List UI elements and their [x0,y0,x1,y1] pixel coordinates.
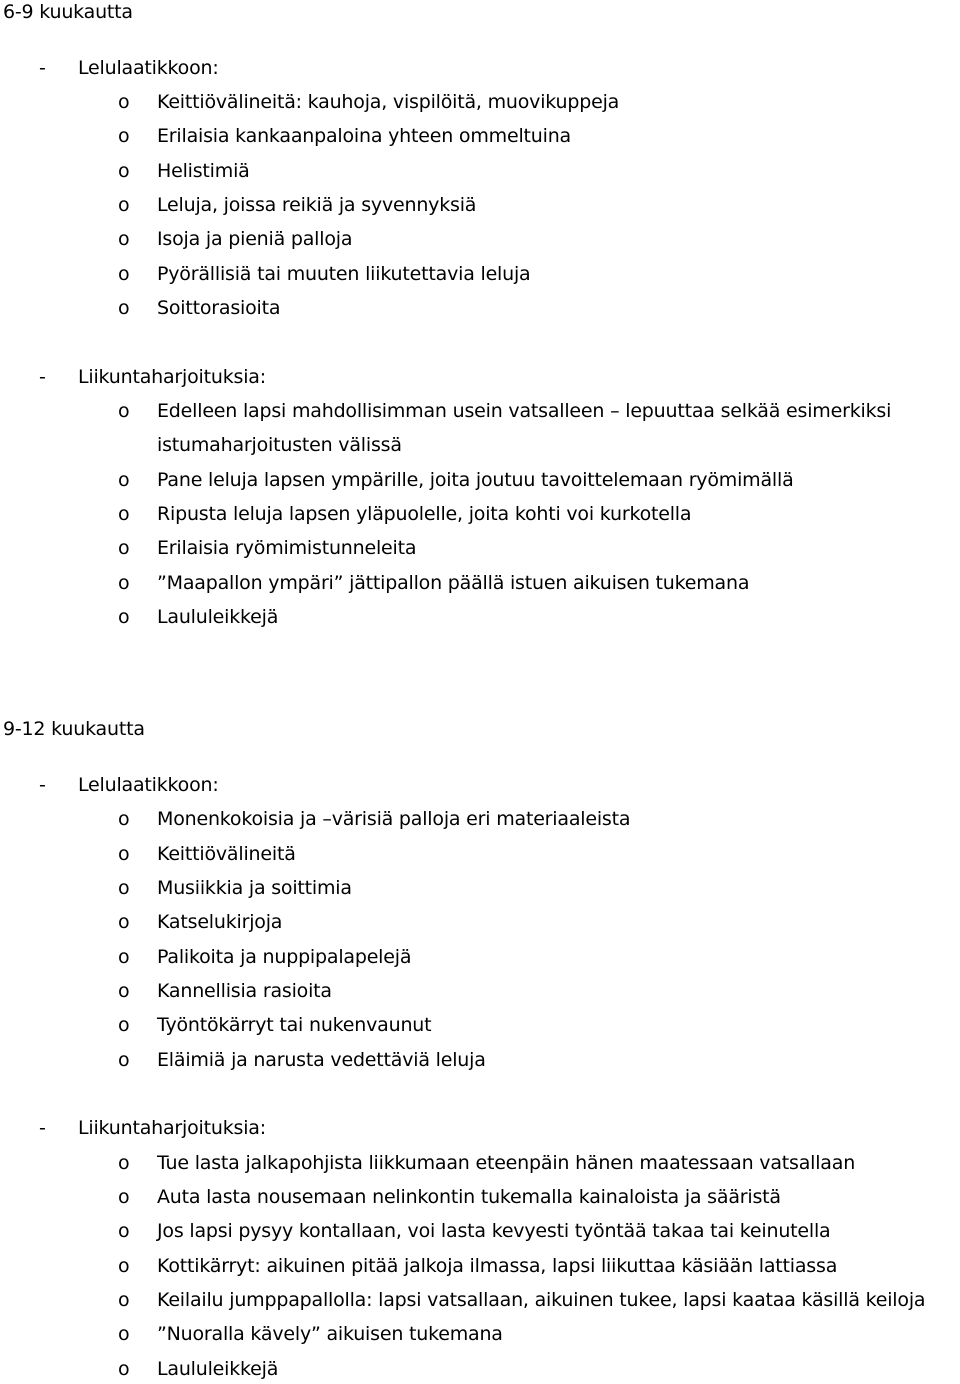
list-item: Katselukirjoja [157,911,283,933]
list-item: Keilailu jumppapallolla: lapsi vatsallaan, aikuinen tukee, lapsi kaataa käsillä keiloja [157,1289,926,1311]
list-item: Edelleen lapsi mahdollisimman usein vatsalleen – lepuuttaa selkää esimerkiksi [157,400,892,422]
dash-marker: - [39,366,46,388]
list-item: Auta lasta nousemaan nelinkontin tukemalla kainaloista ja sääristä [157,1186,781,1208]
section-heading: 9-12 kuukautta [3,718,145,740]
list-item: Musiikkia ja soittimia [157,877,352,899]
list-item: Pane leluja lapsen ympärille, joita joutuu tavoittelemaan ryömimällä [157,469,794,491]
bullet-marker: o [118,537,130,559]
group-label: Liikuntaharjoituksia: [78,1117,266,1139]
list-item: Erilaisia kankaanpaloina yhteen ommeltuina [157,125,571,147]
bullet-marker: o [118,877,130,899]
list-item: ”Nuoralla kävely” aikuisen tukemana [157,1323,503,1345]
bullet-marker: o [118,1152,130,1174]
bullet-marker: o [118,808,130,830]
bullet-marker: o [118,1289,130,1311]
list-item: Helistimiä [157,160,250,182]
list-item: ”Maapallon ympäri” jättipallon päällä istuen aikuisen tukemana [157,572,750,594]
list-item: Jos lapsi pysyy kontallaan, voi lasta kevyesti työntää takaa tai keinutella [157,1220,831,1242]
list-item: Keittiövälineitä: kauhoja, vispilöitä, muovikuppeja [157,91,620,113]
list-item: Keittiövälineitä [157,843,296,865]
list-item: Laululeikkejä [157,1358,279,1380]
bullet-marker: o [118,843,130,865]
bullet-marker: o [118,1255,130,1277]
list-item: Ripusta leluja lapsen yläpuolelle, joita kohti voi kurkotella [157,503,692,525]
bullet-marker: o [118,91,130,113]
bullet-marker: o [118,297,130,319]
list-item: Palikoita ja nuppipalapelejä [157,946,412,968]
bullet-marker: o [118,1014,130,1036]
list-item: Laululeikkejä [157,606,279,628]
bullet-marker: o [118,503,130,525]
list-item-continuation: istumaharjoitusten välissä [157,434,402,456]
bullet-marker: o [118,1186,130,1208]
list-item: Tue lasta jalkapohjista liikkumaan eteenpäin hänen maatessaan vatsallaan [157,1152,856,1174]
bullet-marker: o [118,228,130,250]
bullet-marker: o [118,946,130,968]
dash-marker: - [39,57,46,79]
bullet-marker: o [118,160,130,182]
group-label: Lelulaatikkoon: [78,774,219,796]
bullet-marker: o [118,125,130,147]
list-item: Kottikärryt: aikuinen pitää jalkoja ilmassa, lapsi liikuttaa käsiään lattiassa [157,1255,838,1277]
bullet-marker: o [118,1049,130,1071]
group-label: Lelulaatikkoon: [78,57,219,79]
list-item: Soittorasioita [157,297,281,319]
list-item: Kannellisia rasioita [157,980,332,1002]
list-item: Isoja ja pieniä palloja [157,228,353,250]
bullet-marker: o [118,469,130,491]
bullet-marker: o [118,1220,130,1242]
list-item: Monenkokoisia ja –värisiä palloja eri materiaaleista [157,808,631,830]
list-item: Erilaisia ryömimistunneleita [157,537,417,559]
section-heading: 6-9 kuukautta [3,1,133,23]
bullet-marker: o [118,194,130,216]
bullet-marker: o [118,606,130,628]
bullet-marker: o [118,400,130,422]
group-label: Liikuntaharjoituksia: [78,366,266,388]
list-item: Pyörällisiä tai muuten liikutettavia leluja [157,263,531,285]
list-item: Leluja, joissa reikiä ja syvennyksiä [157,194,477,216]
bullet-marker: o [118,911,130,933]
bullet-marker: o [118,572,130,594]
bullet-marker: o [118,263,130,285]
dash-marker: - [39,774,46,796]
bullet-marker: o [118,1323,130,1345]
bullet-marker: o [118,1358,130,1380]
list-item: Eläimiä ja narusta vedettäviä leluja [157,1049,486,1071]
list-item: Työntökärryt tai nukenvaunut [157,1014,432,1036]
bullet-marker: o [118,980,130,1002]
dash-marker: - [39,1117,46,1139]
